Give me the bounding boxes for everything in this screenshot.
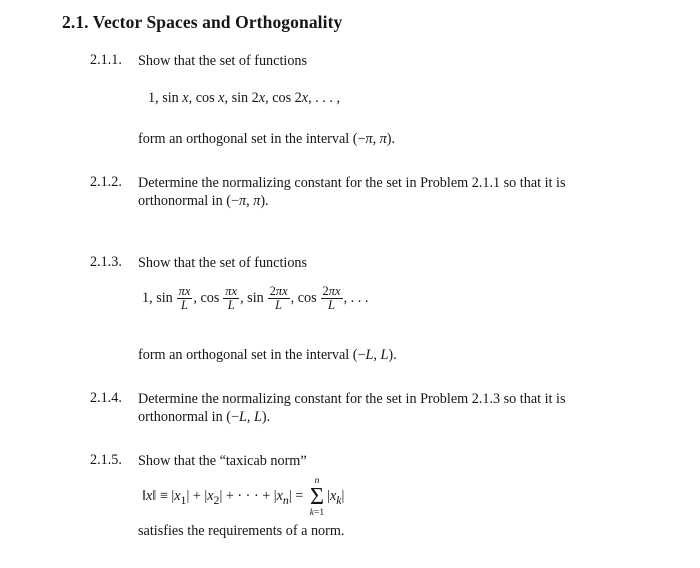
problem-text: Show that the set of functions	[138, 255, 308, 271]
problem-number: 2.1.5.	[90, 452, 122, 468]
problem-number: 2.1.2.	[90, 174, 122, 190]
problem-number: 2.1.4.	[90, 390, 122, 406]
section-title: 2.1. Vector Spaces and Orthogonality	[62, 12, 343, 32]
problem-number: 2.1.3.	[90, 254, 122, 270]
summation-symbol: n Σ k=1	[309, 476, 325, 518]
problem-text: satisfies the requirements of a norm.	[138, 523, 345, 539]
problem-text: Show that the “taxicab norm”	[138, 453, 307, 469]
interval-math: (−L, L).	[352, 347, 397, 363]
function-set-display	[142, 285, 368, 312]
problem-text: orthonormal in (−L, L).	[138, 409, 271, 425]
problem-text: orthonormal in (−π, π).	[138, 193, 269, 209]
norm-formula: ‖x‖ ≡ $|x_1| + |x_2|$ + · · · + $|x_n|$ = n Σ k=1 $|x_k|$	[142, 476, 345, 518]
interval-math: (−π, π).	[352, 131, 396, 147]
taxicab-norm-display	[142, 476, 344, 518]
interval-math: (−L, L).	[226, 409, 271, 425]
problem-text: form an orthogonal set in the interval (−L, L).	[138, 347, 397, 363]
function-set-display	[148, 90, 340, 107]
problem-text: form an orthogonal set in the interval (−π, π).	[138, 131, 396, 147]
problem-text: Determine the normalizing constant for the set in Problem 2.1.3 so that it is	[138, 391, 566, 407]
problem-text: Determine the normalizing constant for the set in Problem 2.1.1 so that it is	[138, 175, 566, 191]
function-set-formula: 1, sin x, cos x, sin 2x, cos 2x, . . . ,	[148, 90, 340, 106]
problem-text: Show that the set of functions	[138, 53, 308, 69]
problem-number: 2.1.1.	[90, 52, 122, 68]
interval-math: (−π, π).	[226, 193, 269, 209]
function-set-formula: 1, sin $\frac{\pi x}{L}$ , cos $\frac{\pi x}{L}$ , sin $\frac{2\pi x}{L}$ , cos $\frac{2\pi x}{L}$ , . . .	[142, 284, 369, 312]
